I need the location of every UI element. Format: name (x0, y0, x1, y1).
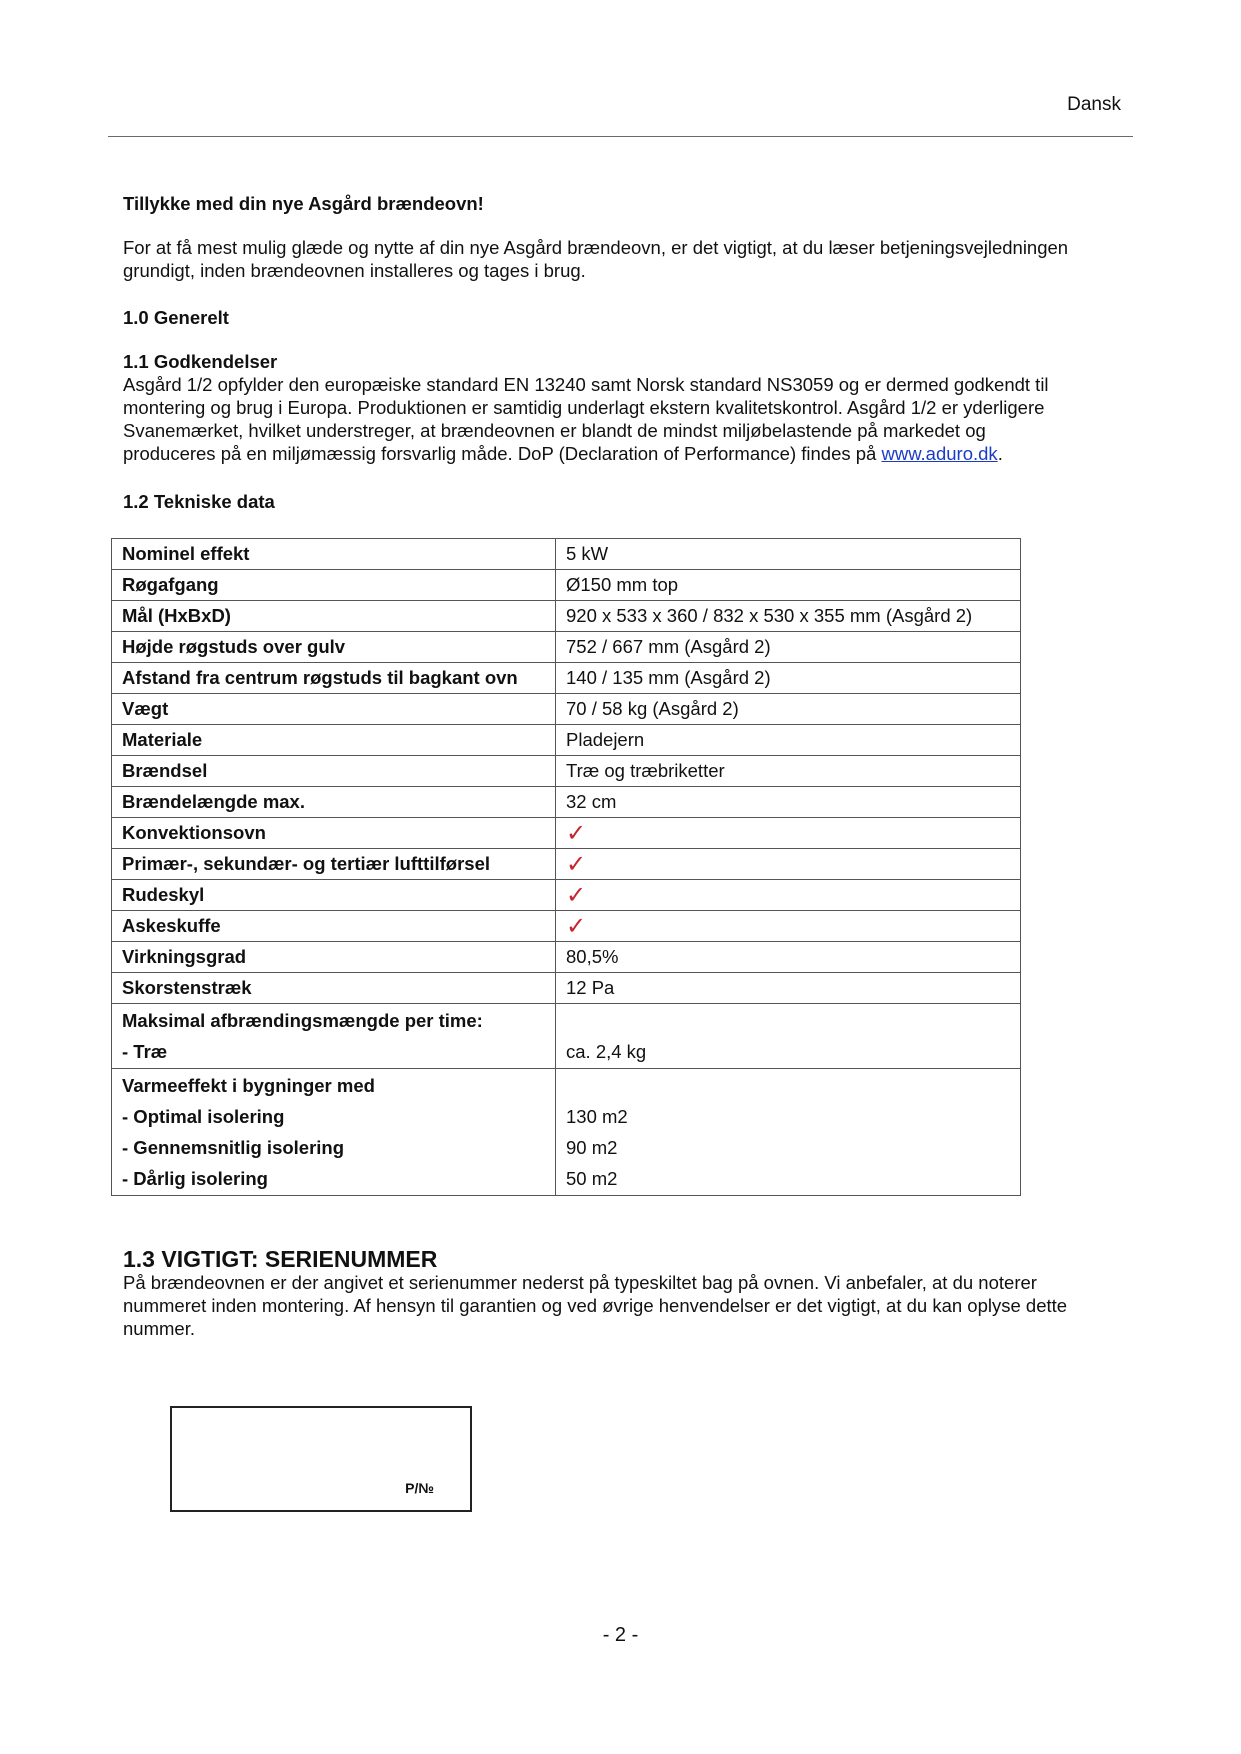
burn-rate-label: Maksimal afbrændingsmængde per time: (122, 1010, 483, 1031)
page-number: - 2 - (602, 1624, 639, 1646)
section-1-1 (123, 350, 1133, 465)
check-icon (556, 849, 1021, 880)
spec-value: 752 / 667 mm (Asgård 2) (556, 632, 1021, 663)
section-1-1-heading: 1.1 Godkendelser (123, 351, 278, 372)
heat-output-labels (112, 1069, 556, 1196)
heat-output-item-label: - Optimal isolering (122, 1106, 285, 1127)
checkmark-icon: ✓ (566, 851, 587, 878)
spec-label: Rudeskyl (112, 880, 556, 911)
spec-value: Pladejern (556, 725, 1021, 756)
technical-data-table (111, 538, 1021, 1196)
check-icon (556, 880, 1021, 911)
table-row (112, 632, 1021, 663)
section-1-1-line-2: montering og brug i Europa. Produktionen er samtidig underlagt ekstern kvalitetskontrol. Asgård 1/2 er yderligere (123, 397, 1045, 418)
spec-value: Træ og træbriketter (556, 756, 1021, 787)
section-1-1-line-1: Asgård 1/2 opfylder den europæiske standard EN 13240 samt Norsk standard NS3059 og er dermed godkendt til (123, 374, 1049, 395)
check-icon (556, 911, 1021, 942)
burn-rate-value: ca. 2,4 kg (566, 1041, 647, 1062)
spec-label: Højde røgstuds over gulv (112, 632, 556, 663)
spec-label: Virkningsgrad (112, 942, 556, 973)
spec-label: Brændsel (112, 756, 556, 787)
blank-line (566, 1005, 1010, 1036)
spec-label: Materiale (112, 725, 556, 756)
table-row (112, 818, 1021, 849)
spec-label: Askeskuffe (112, 911, 556, 942)
intro-line-2: grundigt, inden brændeovnen installeres og tages i brug. (123, 260, 586, 281)
serial-number-label: P/№ (405, 1480, 434, 1496)
section-1-3-heading: 1.3 VIGTIGT: SERIENUMMER (123, 1246, 438, 1272)
spec-value: 920 x 533 x 360 / 832 x 530 x 355 mm (Asgård 2) (556, 601, 1021, 632)
spec-label: Afstand fra centrum røgstuds til bagkant ovn (112, 663, 556, 694)
table-row (112, 942, 1021, 973)
heat-output-item-label: - Dårlig isolering (122, 1168, 268, 1189)
header-divider (108, 136, 1133, 137)
spec-label: Vægt (112, 694, 556, 725)
check-icon (556, 818, 1021, 849)
table-row (112, 570, 1021, 601)
burn-rate-labels (112, 1004, 556, 1069)
checkmark-icon: ✓ (566, 882, 587, 909)
table-row (112, 601, 1021, 632)
burn-rate-sub-label: - Træ (122, 1041, 168, 1062)
section-1-1-line-3: Svanemærket, hvilket understreger, at brændeovnen er blandt de mindst miljøbelastende på markedet og (123, 420, 986, 441)
spec-label: Røgafgang (112, 570, 556, 601)
table-row (112, 973, 1021, 1004)
heat-output-item-value: 50 m2 (566, 1168, 618, 1189)
checkmark-icon: ✓ (566, 820, 587, 847)
spec-value: 32 cm (556, 787, 1021, 818)
intro-title (123, 192, 1133, 215)
spec-value: 12 Pa (556, 973, 1021, 1004)
blank-line (566, 1070, 1010, 1101)
table-row (112, 725, 1021, 756)
burn-rate-values (556, 1004, 1021, 1069)
heat-output-item-label: - Gennemsnitlig isolering (122, 1137, 345, 1158)
aduro-link[interactable]: www.aduro.dk (881, 443, 998, 464)
section-1-0-heading: 1.0 Generelt (123, 307, 229, 328)
spec-value: 80,5% (556, 942, 1021, 973)
heat-output-item-value: 130 m2 (566, 1106, 628, 1127)
language-label: Dansk (1067, 94, 1121, 115)
spec-label: Primær-, sekundær- og tertiær lufttilførsel (112, 849, 556, 880)
section-1-2-heading: 1.2 Tekniske data (123, 491, 275, 512)
table-row (112, 539, 1021, 570)
heat-output-values (556, 1069, 1021, 1196)
table-row (112, 911, 1021, 942)
spec-value: Ø150 mm top (556, 570, 1021, 601)
intro-paragraph (123, 236, 1133, 282)
table-row (112, 787, 1021, 818)
table-row-heat-output (112, 1069, 1021, 1196)
spec-label: Brændelængde max. (112, 787, 556, 818)
table-row (112, 756, 1021, 787)
table-row (112, 849, 1021, 880)
dop-period: . (997, 443, 1003, 464)
spec-value: 70 / 58 kg (Asgård 2) (556, 694, 1021, 725)
section-1-1-line-4 (123, 442, 1133, 465)
table-row (112, 663, 1021, 694)
table-row-burn-rate (112, 1004, 1021, 1069)
section-1-3-line-2: nummeret inden montering. Af hensyn til garantien og ved øvrige henvendelser er det vigtigt, at du kan oplyse dette (123, 1295, 1068, 1316)
spec-label: Mål (HxBxD) (112, 601, 556, 632)
section-1-3 (123, 1248, 1133, 1340)
spec-label: Konvektionsovn (112, 818, 556, 849)
serial-number-plate (170, 1406, 472, 1512)
spec-label: Skorstenstræk (112, 973, 556, 1004)
spec-value: 140 / 135 mm (Asgård 2) (556, 663, 1021, 694)
heat-output-label: Varmeeffekt i bygninger med (122, 1075, 375, 1096)
section-1-3-line-1: På brændeovnen er der angivet et serienummer nederst på typeskiltet bag på ovnen. Vi anbefaler, at du noterer (123, 1272, 1037, 1293)
spec-value: 5 kW (556, 539, 1021, 570)
table-row (112, 694, 1021, 725)
spec-label: Nominel effekt (112, 539, 556, 570)
heat-output-item-value: 90 m2 (566, 1137, 618, 1158)
checkmark-icon: ✓ (566, 913, 587, 940)
intro-heading: Tillykke med din nye Asgård brændeovn! (123, 193, 484, 214)
table-row (112, 880, 1021, 911)
section-1-3-line-3: nummer. (123, 1318, 195, 1339)
dop-text: produceres på en miljømæssig forsvarlig måde. DoP (Declaration of Performance) findes på (123, 443, 882, 464)
intro-line-1: For at få mest mulig glæde og nytte af din nye Asgård brændeovn, er det vigtigt, at du læser betjeningsvejledningen (123, 237, 1069, 258)
